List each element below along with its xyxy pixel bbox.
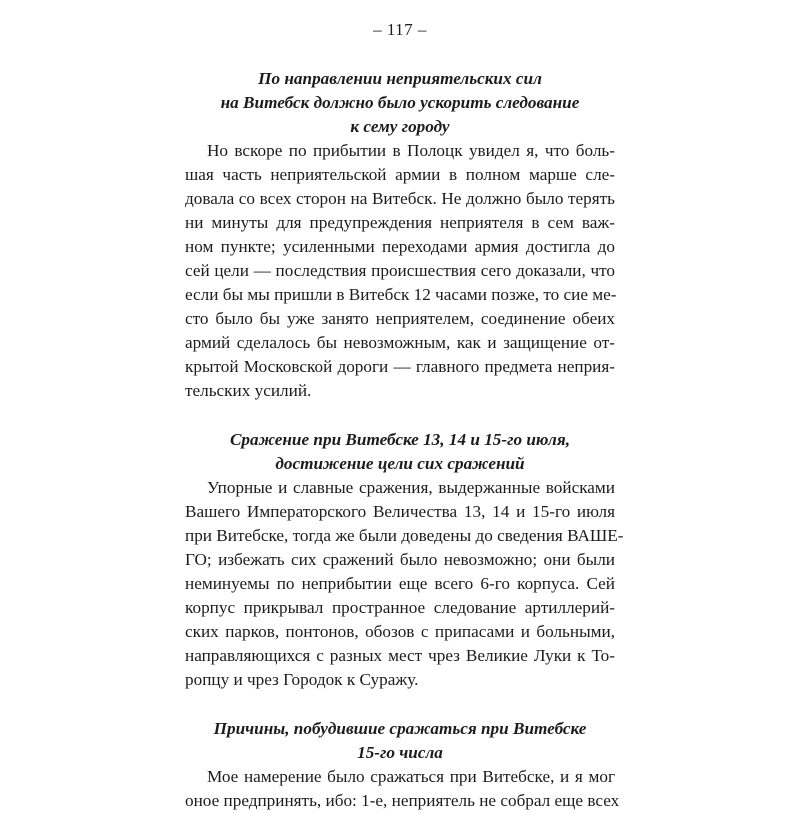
paragraph <box>185 476 624 692</box>
text-line: неминуемы по неприбытии еще всего 6-го корпуса. Сей <box>185 574 615 593</box>
text-line: тельских усилий. <box>185 381 312 400</box>
page-content <box>185 67 624 813</box>
text-line: шая часть неприятельской армии в полном марше сле- <box>185 165 615 184</box>
text-line: сей цели — последствия происшествия сего доказали, что <box>185 261 615 280</box>
text-line: довала со всех сторон на Витебск. Не должно было терять <box>185 189 615 208</box>
section-heading <box>185 428 615 476</box>
text-line: Но вскоре по прибытии в Полоцк увидел я, что боль- <box>207 141 615 160</box>
heading-line: По направлении неприятельских сил <box>258 69 542 88</box>
section-gap <box>185 692 615 717</box>
text-line: ном пункте; усиленными переходами армия достигла до <box>185 237 615 256</box>
text-line: Мое намерение было сражаться при Витебске, и я мог <box>207 767 615 786</box>
section-heading <box>185 67 615 139</box>
section-2 <box>185 428 624 692</box>
text-line: если бы мы пришли в Витебск 12 часами позже, то сие ме- <box>185 285 617 304</box>
text-line: корпус прикрывал пространное следование артиллерий- <box>185 598 615 617</box>
heading-line: 15-го числа <box>357 743 443 762</box>
paragraph <box>185 765 620 813</box>
paragraph <box>185 139 615 403</box>
text-line: оное предпринять, ибо: 1-е, неприятель не собрал еще всех <box>185 791 620 810</box>
text-line: ропцу и чрез Городок к Суражу. <box>185 670 419 689</box>
text-line: при Витебске, тогда же были доведены до сведения ВАШЕ- <box>185 526 624 545</box>
page-number: – 117 – <box>373 20 427 39</box>
heading-line: достижение цели сих сражений <box>275 454 525 473</box>
text-line: направляющихся с разных мест чрез Великие Луки к То- <box>185 646 615 665</box>
text-line: ских парков, понтонов, обозов с припасами и больными, <box>185 622 615 641</box>
section-gap <box>185 403 615 428</box>
text-line: ни минуты для предупреждения неприятеля в сем важ- <box>185 213 615 232</box>
section-1 <box>185 67 615 403</box>
text-line: Упорные и славные сражения, выдержанные войсками <box>207 478 615 497</box>
heading-line: Причины, побудившие сражаться при Витебске <box>213 719 587 738</box>
text-line: армий сделалось бы невозможным, как и защищение от- <box>185 333 615 352</box>
section-3 <box>185 717 620 813</box>
text-line: Вашего Императорского Величества 13, 14 и 15-го июля <box>185 502 615 521</box>
text-line: ГО; избежать сих сражений было невозможно; они были <box>185 550 615 569</box>
section-heading <box>185 717 615 765</box>
heading-line: к сему городу <box>350 117 450 136</box>
heading-line: Сражение при Витебске 13, 14 и 15-го июля, <box>229 430 571 449</box>
text-line: крытой Московской дороги — главного предмета неприя- <box>185 357 615 376</box>
heading-line: на Витебск должно было ускорить следование <box>220 93 580 112</box>
text-line: сто было бы уже занято неприятелем, соединение обеих <box>185 309 615 328</box>
